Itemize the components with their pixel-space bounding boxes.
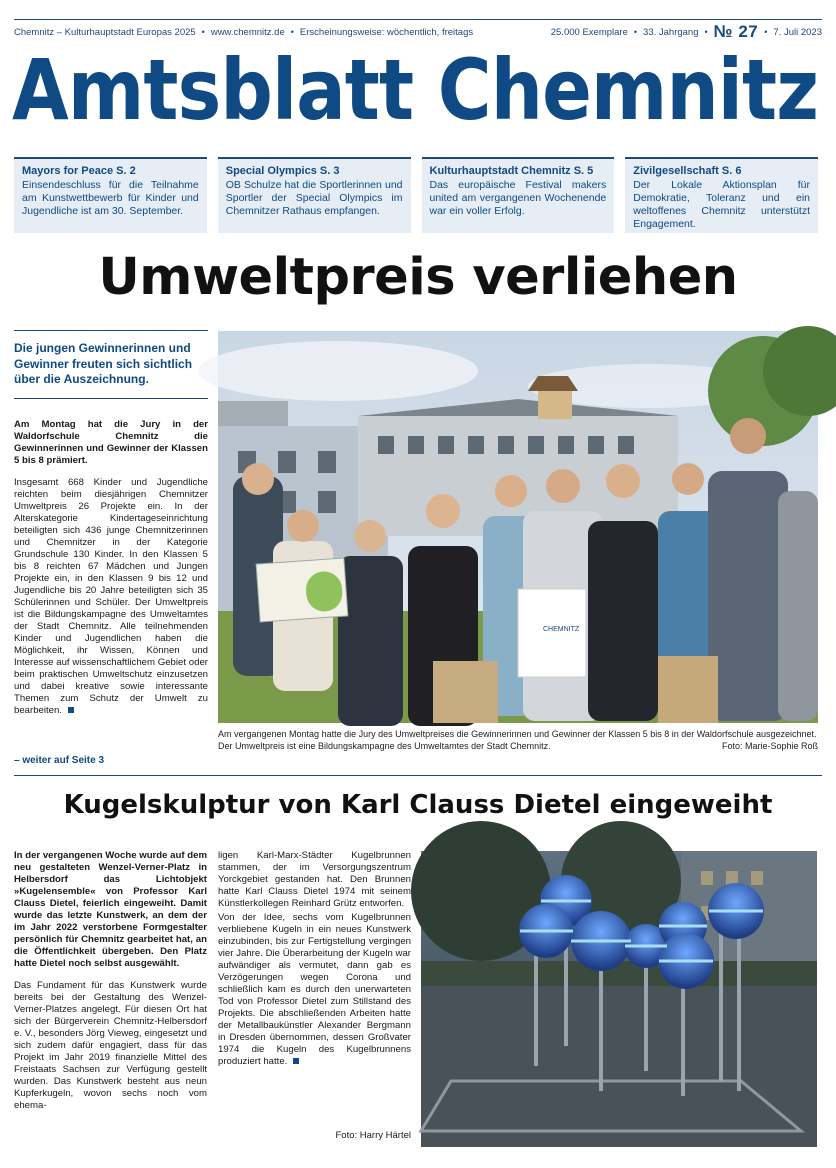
article1-body-text: Insgesamt 668 Kinder und Jugendliche reichten beim diesjährigen Chemnitzer Umweltpreis 26 Projekte ein. In der Alterskategorie Kindertageseinrichtung beteiligten sich 436 junge Chemnitzerinnen und Chemnitzer in der Kategorie Grundschule 130 Kinder. In den Klassen 5 bis 8 reichten 67 Mädchen und Jungen Projekte ein, in den Klassen 9 bis 12 und Jugendliche bis 20 Jahre beteiligten sich 35 Schülerinnen und Schüler. Der Umweltpreis ist die Bildungskampagne des Umweltamtes der Stadt Chemnitz. Alle teilnehmenden Kinder und Jugendlichen haben die Möglichkeit, ihr Wissen, Können und Interesse auf wissenschaftlichem Gebiet oder beim praktischen Umweltschutz einzusetzen und dabei kreative sowie interessante Themen zum Schutz der Umwelt zu bearbeiten. [14,476,208,716]
end-mark [68,707,74,713]
article1-lead: Die jungen Gewinnerinnen und Gewinner freuten sich sichtlich über die Auszeichnung. [14,330,208,399]
teaser-zivilgesellschaft[interactable] [625,157,818,233]
masthead-title: Amtsblatt Chemnitz [12,41,818,139]
continued-link[interactable]: – weiter auf Seite 3 [14,755,105,766]
sphere-sculpture-photo [421,851,817,1147]
article1-intro: Am Montag hat die Jury in der Waldorfschule Chemnitz die Gewinnerinnen und Gewinner der Klassen 5 bis 8 prämiert. [14,418,208,466]
sculpture-photo-illustration [421,851,817,1147]
award-photo-illustration [218,331,818,723]
issue-number: № 27 [713,22,759,41]
article2-column-1 [14,850,207,1112]
teaser-text: Einsendeschluss für die Teilnahme am Kunstwettbewerb für Kinder und Jugendliche ist am 30. September. [22,179,199,217]
meta-circulation: 25.000 Exemplare [550,26,628,38]
article2-intro: In der vergangenen Woche wurde auf dem neu gestalteten Wenzel-Verner-Platz in Helbersdorf das Lichtobjekt »Kugelensemble« von Professor Karl Clauss Dietel, feierlich eingeweiht. Damit wurde das letzte Kunstwerk, an dem der im Jahr 2022 verstorbene Formgestalter persönlich für Chemnitz gearbeitet hat, an die Öffentlichkeit übergeben. Den Platz hatte Dietel noch selbst ausgewählt. [14,850,207,969]
teaser-mayors-for-peace[interactable] [14,157,207,233]
teaser-title: Kulturhauptstadt Chemnitz S. 5 [429,165,594,177]
top-rule [14,19,822,20]
teaser-text: Der Lokale Aktionsplan für Demokratie, Toleranz und ein weltoffenes Chemnitz unterstützt Engagement. [633,179,810,230]
meta-city: Chemnitz – Kulturhauptstadt Europas 2025 [14,26,196,38]
teaser-title: Special Olympics S. 3 [225,165,340,177]
article1-text-column [14,330,208,717]
award-ceremony-photo [218,331,818,723]
meta-volume: 33. Jahrgang [643,26,699,38]
end-mark [293,1058,299,1064]
article2-body-3 [218,912,411,1068]
meta-frequency: Erscheinungsweise: wöchentlich, freitags [299,26,474,38]
article1-body [14,477,208,717]
bag-logo-text: CHEMNITZ [543,626,580,633]
teaser-row [14,157,818,233]
teaser-title: Mayors for Peace S. 2 [22,165,136,177]
article2-body-1: Das Fundament für das Kunstwerk wurde bereits bei der Gestaltung des Wenzel-Verner-Platzes angelegt. Für diesen Ort hat sich der Bürgerverein Chemnitz-Helbersdorf e. V., besonders Jörg Vieweg, eingesetzt und sich zudem dafür engagiert, dass für das Projekt im Jahr 2019 finanzielle Mittel des Freistaats Sachsen zur Verfügung gestellt wurden. Das Kunstwerk besteht aus neun Kupferkugeln, wovon sechs noch vom ehema- [14,980,207,1111]
teaser-title: Zivilgesellschaft S. 6 [633,165,742,177]
article1-caption [218,728,818,752]
article2-body-3-text: Von der Idee, sechs vom Kugelbrunnen verbliebene Kugeln in ein neues Kunstwerk einzubinden, bis zur Fertigstellung vergingen vier Jahre. Die Überarbeitung der Kugeln war aufwändiger als vermutet, dann gab es Verzögerungen wegen Corona und schließlich kam es durch den unerwarteten Tod von Professor Dietel zum Stillstand des Projekts. Die abschließenden Arbeiten hatte der Metallbaukünstler Alexander Bergmann in Dresden übernommen, dessen Großvater 1974 die Kugeln des Kugelbrunnens produziert hatte. [218,912,411,1067]
article1-headline: Umweltpreis verliehen [98,248,738,307]
caption-text: Am vergangenen Montag hatte die Jury des Umweltpreises die Gewinnerinnen und Gewinner der Klassen 5 bis 8 in der Waldorfschule ausgezeichnet. Der Umweltpreis ist eine Bildungskampagne des Umweltamtes der Stadt Chemnitz. [218,729,817,751]
section-divider [14,775,822,776]
masthead-meta: Chemnitz – Kulturhauptstadt Europas 2025 • www.chemnitz.de • Erscheinungsweise: wöchentlich, freitags 25.000 Exemplare • 33. Jahrgang • № 27 • 7. Juli 2023 [14,22,822,41]
teaser-text: OB Schulze hat die Sportlerinnen und Sportler der Special Olympics im Chemnitzer Rathaus empfangen. [225,179,403,217]
issue-date: 7. Juli 2023 [773,26,822,38]
article2-column-2 [218,850,411,1141]
photo-credit: Foto: Harry Härtel [335,1130,411,1141]
article2-headline: Kugelskulptur von Karl Clauss Dietel eingeweiht [63,790,773,820]
teaser-text: Das europäische Festival makers united am vergangenen Wochenende war ein voller Erfolg. [429,179,607,217]
photo-credit: Foto: Marie-Sophie Roß [721,741,818,751]
teaser-kulturhauptstadt[interactable] [422,157,615,233]
meta-website[interactable]: www.chemnitz.de [210,26,285,38]
teaser-special-olympics[interactable] [218,157,411,233]
article2-body-2: ligen Karl-Marx-Städter Kugelbrunnen stammen, der im Versorgungszentrum Yorckgebiet gestanden hat. Den Brunnen hatte Karl Clauss Dietel 1974 mit seinem Künstlerkollegen Reinhard Grütz entworfen. [218,850,411,909]
